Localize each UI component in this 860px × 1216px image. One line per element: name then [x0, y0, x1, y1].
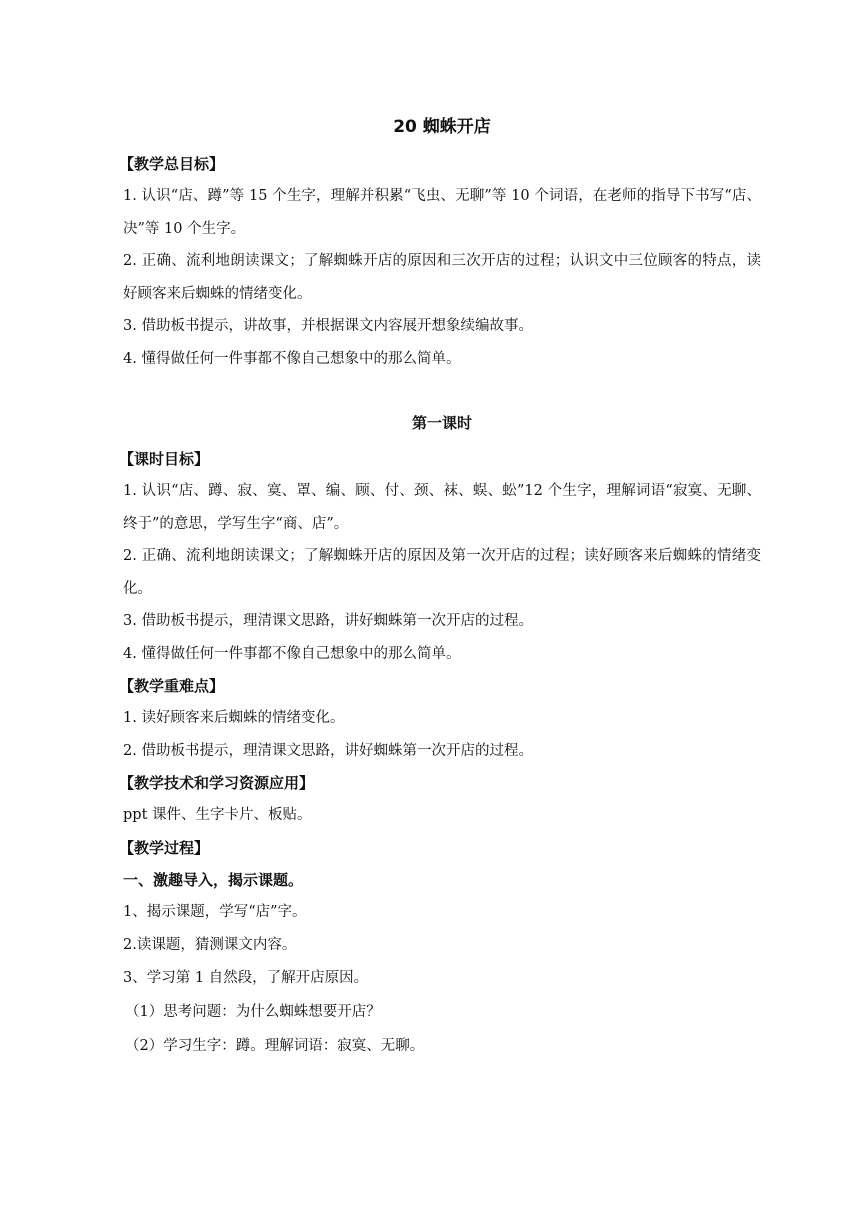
lesson-goal-item: 4. 懂得做任何一件事都不像自己想象中的那么简单。: [123, 645, 461, 662]
process-sub-item: （1）思考问题：为什么蜘蛛想要开店？: [125, 1003, 381, 1020]
key-points-heading: 【教学重难点】: [119, 677, 225, 695]
overall-goal-item: 2. 正确、流利地朗读课文；了解蜘蛛开店的原因和三次开店的过程；认识文中三位顾客的特点，读好顾客来后蜘蛛的情绪变化。: [123, 253, 761, 302]
lesson-goals-heading: 【课时目标】: [119, 450, 210, 468]
process-item: 3、学习第 1 自然段，了解开店原因。: [123, 969, 369, 986]
overall-goal-item: 4. 懂得做任何一件事都不像自己想象中的那么简单。: [123, 350, 461, 367]
lesson-goal-item: 2. 正确、流利地朗读课文；了解蜘蛛开店的原因及第一次开店的过程；读好顾客来后蜘蛛的情绪变化。: [123, 548, 761, 597]
resources-heading: 【教学技术和学习资源应用】: [119, 774, 315, 792]
document-content: [119, 112, 761, 1063]
overall-goal-item: 3. 借助板书提示，讲故事，并根据课文内容展开想象续编故事。: [123, 318, 533, 334]
overall-goals-heading: 【教学总目标】: [119, 155, 225, 173]
process-step-one: 一、激趣导入，揭示课题。: [123, 870, 304, 889]
lesson-goal-item: 1. 认识“店、蹲、寂、寞、罩、编、顾、付、颈、袜、蜈、蚣”12 个生字，理解词语“寂寞、无聊、终于”的意思，学写生字“商、店”。: [123, 483, 761, 532]
process-item: 2.读课题，猜测课文内容。: [123, 936, 297, 953]
process-sub-item: （2）学习生字：蹲。理解词语：寂寞、无聊。: [125, 1037, 425, 1054]
process-heading: 【教学过程】: [119, 838, 210, 857]
key-point-item: 2. 借助板书提示，理清课文思路，讲好蜘蛛第一次开店的过程。: [123, 742, 533, 759]
overall-goal-item: 1. 认识“店、蹲”等 15 个生字，理解并积累“飞虫、无聊”等 10 个词语，在老师的指导下书写“店、决”等 10 个生字。: [123, 188, 761, 237]
lesson-goal-item: 3. 借助板书提示，理清课文思路，讲好蜘蛛第一次开店的过程。: [123, 613, 533, 629]
lesson-one-title: 第一课时: [411, 414, 472, 432]
resources-text: ppt 课件、生字卡片、板贴。: [123, 807, 312, 823]
key-point-item: 1. 读好顾客来后蜘蛛的情绪变化。: [123, 710, 345, 726]
document-title: 20 蜘蛛开店: [393, 117, 491, 137]
process-item: 1、揭示课题，学写“店”字。: [123, 903, 307, 920]
